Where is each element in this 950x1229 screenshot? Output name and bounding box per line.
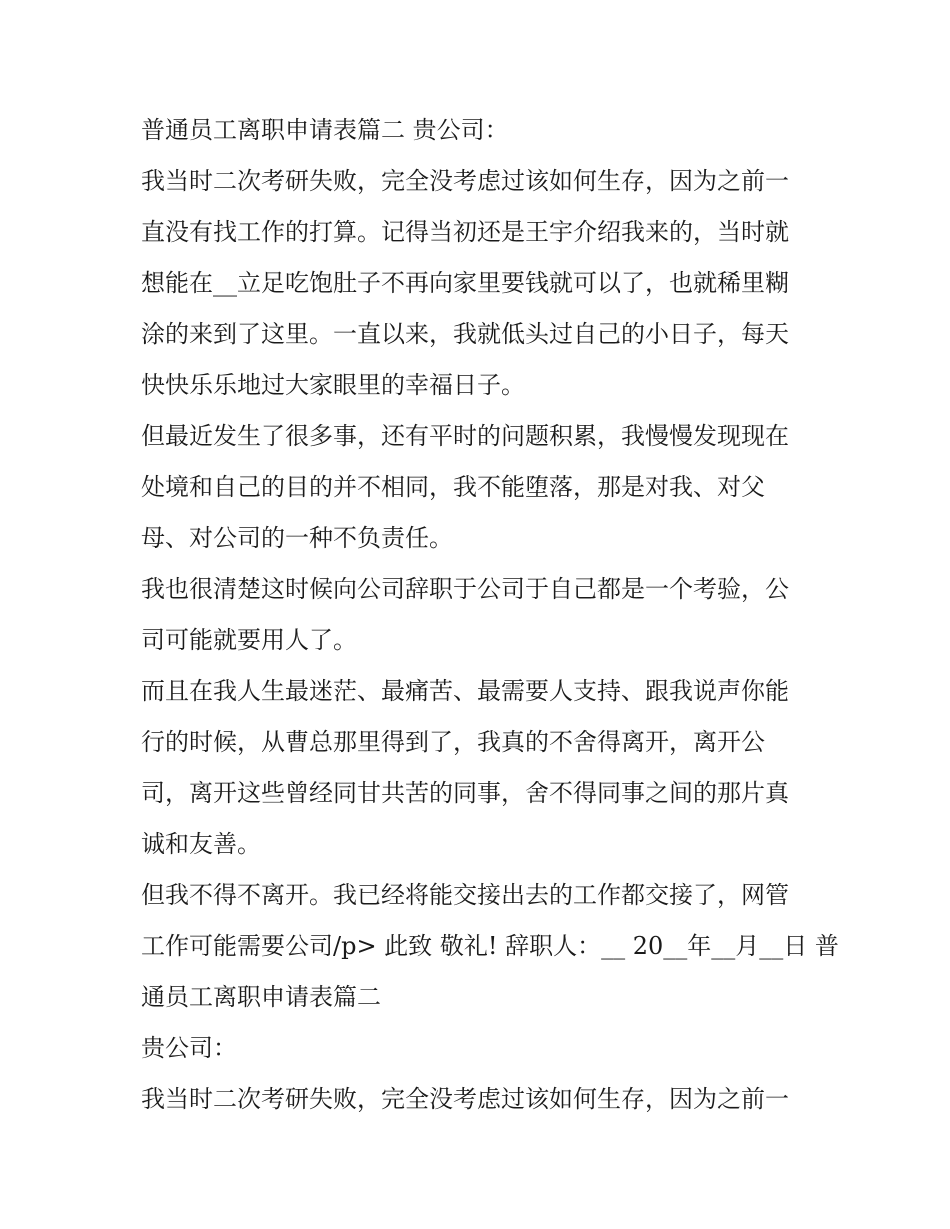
text-line: 而且在我人生最迷茫、最痛苦、最需要人支持、跟我说声你能 — [141, 677, 789, 705]
text-line: 直没有找工作的打算。记得当初还是王宇介绍我来的，当时就 — [141, 218, 789, 246]
document-body — [141, 105, 839, 1125]
text-line: 贵公司： — [141, 1034, 237, 1062]
text-line: 普通员工离职申请表篇二 贵公司： — [141, 116, 509, 144]
text-line: 母、对公司的一种不负责任。 — [141, 524, 453, 552]
text-line: 我当时二次考研失败，完全没考虑过该如何生存，因为之前一 — [141, 167, 789, 195]
text-line: 想能在__立足吃饱肚子不再向家里要钱就可以了，也就稀里糊 — [141, 269, 789, 297]
text-line: 行的时候，从曹总那里得到了，我真的不舍得离开，离开公 — [141, 728, 765, 756]
text-line: 我也很清楚这时候向公司辞职于公司于自己都是一个考验，公 — [141, 575, 789, 603]
text-line: 通员工离职申请表篇二 — [141, 983, 381, 1011]
text-line: 司，离开这些曾经同甘共苦的同事，舍不得同事之间的那片真 — [141, 779, 789, 807]
text-line: 快快乐乐地过大家眼里的幸福日子。 — [141, 371, 525, 399]
text-line: 处境和自己的目的并不相同，我不能堕落，那是对我、对父 — [141, 473, 765, 501]
text-line: 但最近发生了很多事，还有平时的问题积累，我慢慢发现现在 — [141, 422, 789, 450]
text-line: 司可能就要用人了。 — [141, 626, 357, 654]
text-line: 诚和友善。 — [141, 830, 261, 858]
text-line: 但我不得不离开。我已经将能交接出去的工作都交接了，网管 — [141, 881, 789, 909]
text-line: 涂的来到了这里。一直以来，我就低头过自己的小日子，每天 — [141, 320, 789, 348]
text-line: 我当时二次考研失败，完全没考虑过该如何生存，因为之前一 — [141, 1085, 789, 1113]
text-line: 工作可能需要公司/p> 此致 敬礼! 辞职人：__ 20__年__月__日 普 — [141, 932, 839, 960]
